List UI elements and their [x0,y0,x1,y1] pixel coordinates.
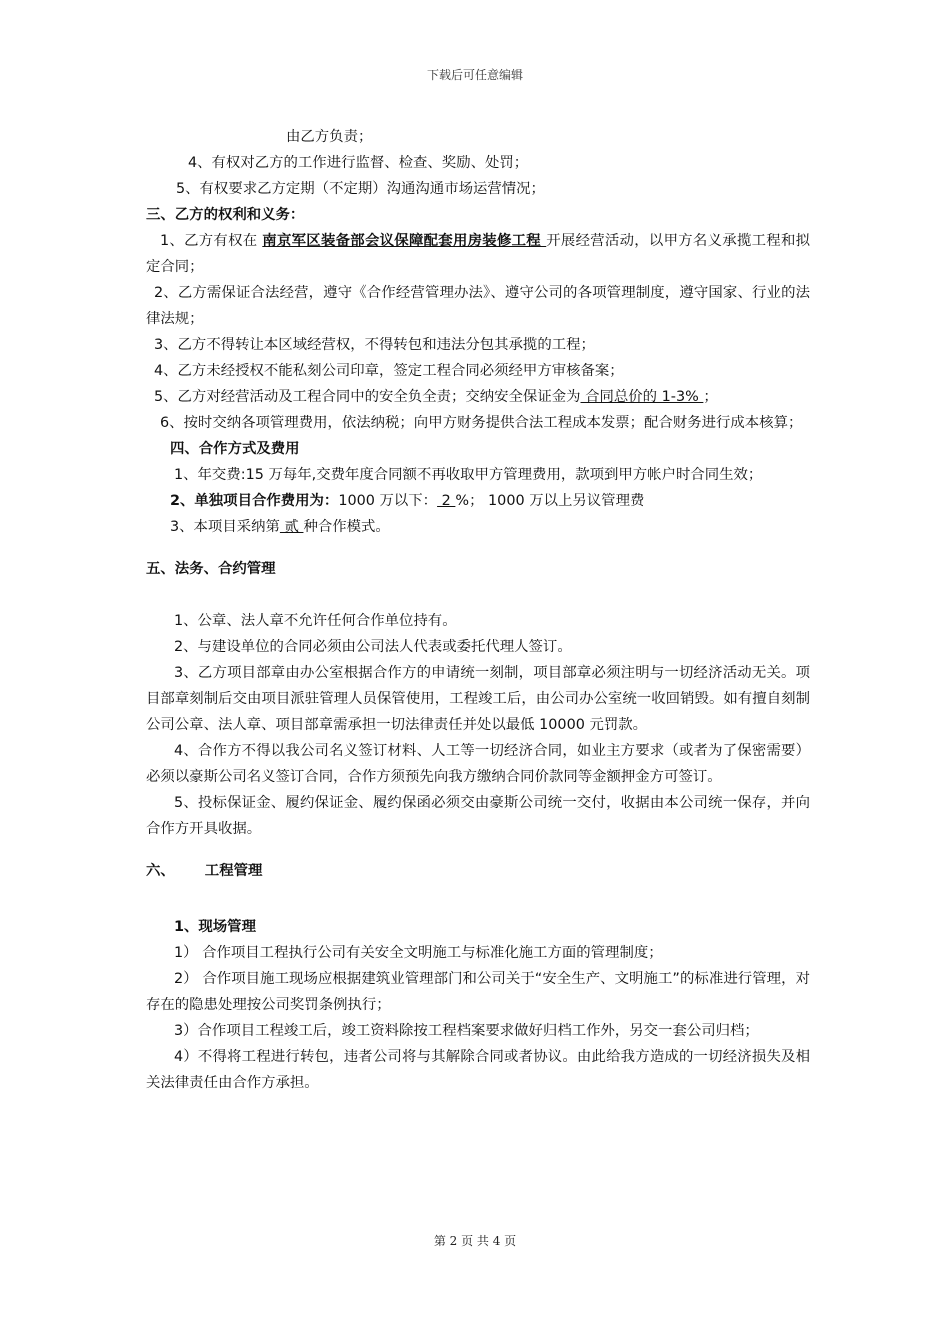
legal-item-5: 5、投标保证金、履约保证金、履约保函必须交由豪斯公司统一交付，收据由本公司统一保存，并向合作方开具收据。 [146,795,810,837]
site-item-3: 3）合作项目工程竣工后，竣工资料除按工程档案要求做好归档工作外，另交一套公司归档； [174,1023,759,1039]
section-five-title: 五、法务、合约管理 [146,561,276,577]
section-six-number: 六、 [146,863,175,879]
party-b-item-1-suffix: 开展经营活动，以甲方名义承揽工程和拟定合同； [146,233,810,275]
fee-item-1: 1、年交费:15 万每年,交费年度合同额不再收取甲方管理费用，款项到甲方帐户时合同生效； [174,467,763,483]
party-a-item-5: 5、有权要求乙方定期（不定期）沟通沟通市场运营情况； [176,181,545,197]
party-b-item-1-prefix: 1、乙方有权在 [160,233,263,249]
site-item-1: 1） 合作项目工程执行公司有关安全文明施工与标准化施工方面的管理制度； [174,945,663,961]
fee-item-2-suffix: %； 1000 万以上另议管理费 [455,493,645,509]
section-four-title: 四、合作方式及费用 [170,441,300,457]
fee-item-2-label: 2、单独项目合作费用为： [170,493,339,509]
item-continuation: 由乙方负责； [286,129,373,145]
section-six-title [146,858,810,884]
fee-item-2 [146,488,810,514]
site-management-heading: 1、现场管理 [174,919,256,935]
party-b-item-2: 2、乙方需保证合法经营，遵守《合作经营管理办法》、遵守公司的各项管理制度，遵守国家、行业的法律法规； [146,285,810,327]
site-item-4: 4）不得将工程进行转包，违者公司将与其解除合同或者协议。由此给我方造成的一切经济损失及相关法律责任由合作方承担。 [146,1049,810,1091]
project-name: 南京军区装备部会议保障配套用房装修工程 [262,233,547,249]
party-b-item-5-prefix: 5、乙方对经营活动及工程合同中的安全负全责；交纳安全保证金为 [154,389,581,405]
party-a-item-4: 4、有权对乙方的工作进行监督、检查、奖励、处罚； [188,155,529,171]
page-header: 下载后可任意编辑 [426,68,523,82]
party-b-item-3: 3、乙方不得转让本区域经营权，不得转包和违法分包其承揽的工程； [154,337,595,353]
section-three-title: 三、乙方的权利和义务： [146,207,305,223]
cooperation-mode: 贰 [279,519,304,535]
party-b-item-1 [146,228,810,280]
party-b-item-5-suffix: ； [703,389,718,405]
safety-deposit-value: 合同总价的 1-3% [580,389,704,405]
fee-item-3 [146,514,810,540]
document-body [146,124,810,1096]
fee-percentage: 2 [437,493,456,509]
page-number: 第 2 页 共 4 页 [433,1234,517,1248]
site-item-2: 2） 合作项目施工现场应根据建筑业管理部门和公司关于“安全生产、文明施工”的标准进行管理，对存在的隐患处理按公司奖罚条例执行； [146,971,810,1013]
legal-item-4: 4、合作方不得以我公司名义签订材料、人工等一切经济合同，如业主方要求（或者为了保密需要）必须以豪斯公司名义签订合同，合作方须预先向我方缴纳合同价款同等金额押金方可签订。 [146,743,810,785]
fee-item-3-suffix: 种合作模式。 [303,519,390,535]
legal-item-1: 1、公章、法人章不允许任何合作单位持有。 [174,613,457,629]
party-b-item-5 [146,384,810,410]
section-six-text: 工程管理 [204,863,263,879]
legal-item-2: 2、与建设单位的合同必须由公司法人代表或委托代理人签订。 [174,639,572,655]
fee-item-2-prefix: 1000 万以下： [338,493,438,509]
legal-item-3: 3、乙方项目部章由办公室根据合作方的申请统一刻制，项目部章必须注明与一切经济活动无关。项目部章刻制后交由项目派驻管理人员保管使用，工程竣工后，由公司办公室统一收回销毁。如有擅自刻制公司公章、法人章、项目部章需承担一切法律责任并处以最低 10000 元罚款。 [146,665,810,733]
party-b-item-4: 4、乙方未经授权不能私刻公司印章，签定工程合同必须经甲方审核备案； [154,363,624,379]
fee-item-3-prefix: 3、本项目采纳第 [170,519,280,535]
party-b-item-6: 6、按时交纳各项管理费用，依法纳税；向甲方财务提供合法工程成本发票；配合财务进行成本核算； [160,415,803,431]
